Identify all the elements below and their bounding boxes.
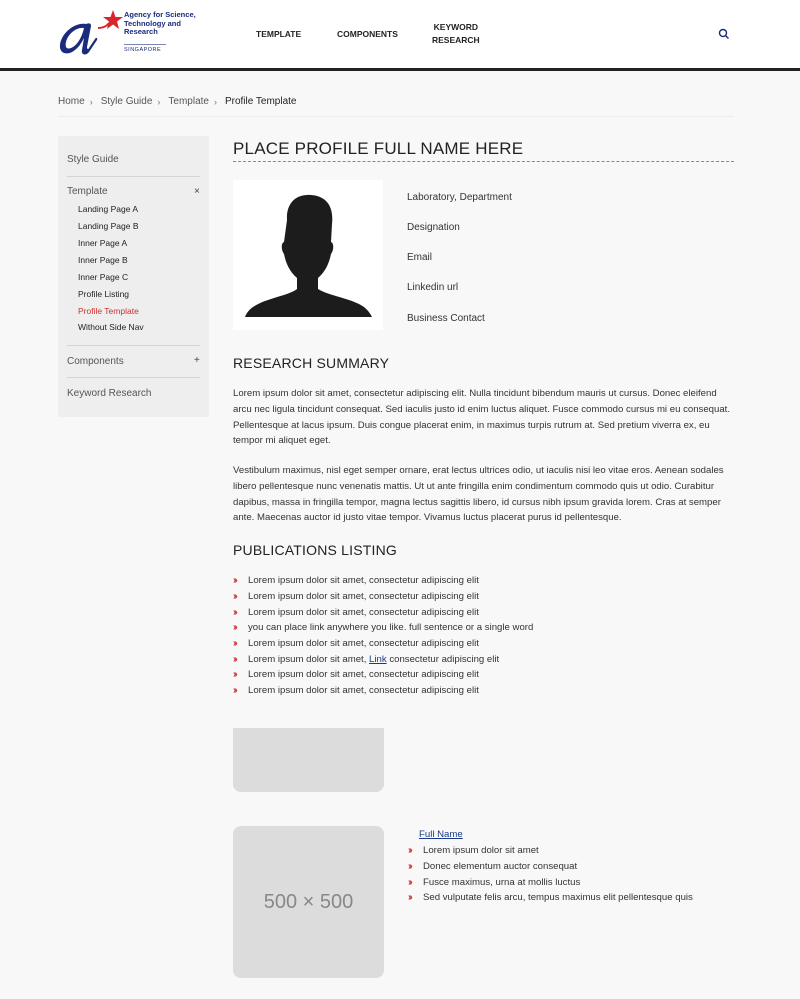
nav-item-components[interactable]: COMPONENTS [337, 28, 398, 39]
person-details-list [408, 843, 693, 906]
double-chevron-icon: ›› [233, 606, 236, 618]
double-chevron-icon: ›› [233, 669, 236, 681]
publications-heading: PUBLICATIONS LISTING [233, 542, 397, 558]
list-item: ›› you can place link anywhere you like. full sentence or a single word [233, 622, 534, 634]
list-item: ›› Lorem ipsum dolor sit amet, consectetur adipiscing elit [233, 685, 479, 697]
side-nav-item-profile-listing[interactable]: Profile Listing [78, 289, 130, 299]
breadcrumb-current: Profile Template [224, 96, 297, 107]
inline-link[interactable]: Link [369, 653, 387, 665]
double-chevron-icon: ›› [408, 876, 411, 888]
nav-item-keyword-research[interactable]: KEYWORD RESEARCH [432, 22, 480, 45]
side-nav-item-inner-page-a[interactable]: Inner Page A [78, 238, 128, 248]
collapse-icon[interactable]: × [194, 186, 200, 197]
image-placeholder [233, 728, 384, 792]
nav-item-template[interactable]: TEMPLATE [256, 28, 302, 39]
breadcrumb-style-guide[interactable]: Style Guide › [100, 96, 161, 107]
list-item: ›› Fusce maximus, urna at mollis luctus [408, 876, 581, 888]
profile-laboratory: Laboratory, Department [407, 192, 512, 203]
side-nav [58, 136, 209, 417]
list-item: ›› Lorem ipsum dolor sit amet, consectetur adipiscing elit [233, 606, 479, 618]
side-nav-keyword-research[interactable]: Keyword Research [67, 388, 152, 399]
side-nav-item-inner-page-c[interactable]: Inner Page C [78, 272, 129, 282]
side-nav-style-guide[interactable]: Style Guide [67, 154, 119, 165]
chevron-right-icon: › [89, 96, 93, 107]
list-item: ›› Lorem ipsum dolor sit amet, consectetur adipiscing elit [233, 591, 479, 603]
logo-country: SINGAPORE [124, 44, 166, 53]
side-nav-template[interactable]: Template [67, 186, 108, 197]
logo-wordmark: Agency for Science, Technology and Research [124, 10, 196, 36]
side-nav-item-without-side-nav[interactable]: Without Side Nav [78, 322, 144, 332]
double-chevron-icon: ›› [233, 685, 236, 697]
double-chevron-icon: ›› [233, 638, 236, 650]
profile-designation: Designation [407, 222, 460, 233]
profile-business-contact: Business Contact [407, 313, 485, 324]
research-paragraph-2: Vestibulum maximus, nisl eget semper ornare, erat lectus ultrices odio, ut iaculis nisi leo vitae eros. Aenean sodales libero pellentesque nunc venenatis mattis. Ut ut ante fringilla enim condimentum commodo quis ut odio. Curabitur dapibus, massa in fringilla tempor, magna lectus sagittis libero, id cursus nibh ipsum gravida lorem. Cras at semper ante. Maecenas auctor id justo vitae tempor. Vivamus luctus placerat purus id pellentesque. [233, 465, 724, 524]
side-nav-divider [67, 377, 200, 378]
full-name-link[interactable]: Full Name [419, 829, 463, 840]
breadcrumb-divider [58, 116, 734, 117]
side-nav-divider [67, 176, 200, 177]
list-item: ›› Sed vulputate felis arcu, tempus maximus elit pellentesque quis [408, 892, 693, 904]
side-nav-item-profile-template[interactable]: Profile Template [78, 306, 139, 316]
list-item: ›› Lorem ipsum dolor sit amet, Link consectetur adipiscing elit [233, 653, 500, 665]
list-item: ›› Lorem ipsum dolor sit amet, consectetur adipiscing elit [233, 638, 479, 650]
person-silhouette-icon [233, 180, 383, 330]
title-divider [233, 161, 734, 162]
chevron-right-icon: › [213, 96, 217, 107]
search-icon[interactable] [718, 28, 730, 40]
profile-photo [233, 180, 383, 330]
research-summary-heading: RESEARCH SUMMARY [233, 355, 390, 371]
astar-logo[interactable] [58, 10, 203, 58]
side-nav-item-landing-page-b[interactable]: Landing Page B [78, 221, 139, 231]
double-chevron-icon: ›› [233, 653, 236, 665]
double-chevron-icon: ›› [233, 575, 236, 587]
page-title: PLACE PROFILE FULL NAME HERE [233, 139, 524, 158]
image-placeholder: 500 × 500 [233, 826, 384, 978]
site-header [0, 0, 800, 71]
expand-icon[interactable]: + [194, 355, 200, 366]
breadcrumb-home[interactable]: Home › [58, 96, 93, 107]
profile-email: Email [407, 252, 433, 263]
double-chevron-icon: ›› [408, 845, 411, 857]
double-chevron-icon: ›› [233, 622, 236, 634]
side-nav-item-inner-page-b[interactable]: Inner Page B [78, 255, 128, 265]
chevron-right-icon: › [157, 96, 161, 107]
astar-logo-mark [58, 10, 124, 58]
list-item: ›› Lorem ipsum dolor sit amet, consectetur adipiscing elit [233, 575, 479, 587]
double-chevron-icon: ›› [408, 892, 411, 904]
list-item: ›› Lorem ipsum dolor sit amet [408, 845, 539, 857]
publications-list [233, 573, 533, 699]
list-item: ›› Lorem ipsum dolor sit amet, consectetur adipiscing elit [233, 669, 479, 681]
side-nav-components[interactable]: Components [67, 356, 124, 367]
research-paragraph-1: Lorem ipsum dolor sit amet, consectetur adipiscing elit. Nulla tincidunt bibendum mauris ut cursus. Donec eleifend arcu nec ligula tincidunt consequat. Sed iaculis justo id enim luctus aliquet. Fusce commodo cursus mi eu consequat. Pellentesque at lacus ipsum. Duis congue placerat enim, in maximus turpis rutrum at. Sed pretium viverra ex, eu tempor mi aliquet eget. [233, 388, 731, 447]
double-chevron-icon: ›› [408, 861, 411, 873]
profile-linkedin: Linkedin url [407, 282, 459, 293]
side-nav-divider [67, 345, 200, 346]
double-chevron-icon: ›› [233, 591, 236, 603]
side-nav-item-landing-page-a[interactable]: Landing Page A [78, 204, 139, 214]
breadcrumb-template[interactable]: Template › [168, 96, 217, 107]
list-item: ›› Donec elementum auctor consequat [408, 861, 578, 873]
breadcrumb [58, 96, 297, 107]
